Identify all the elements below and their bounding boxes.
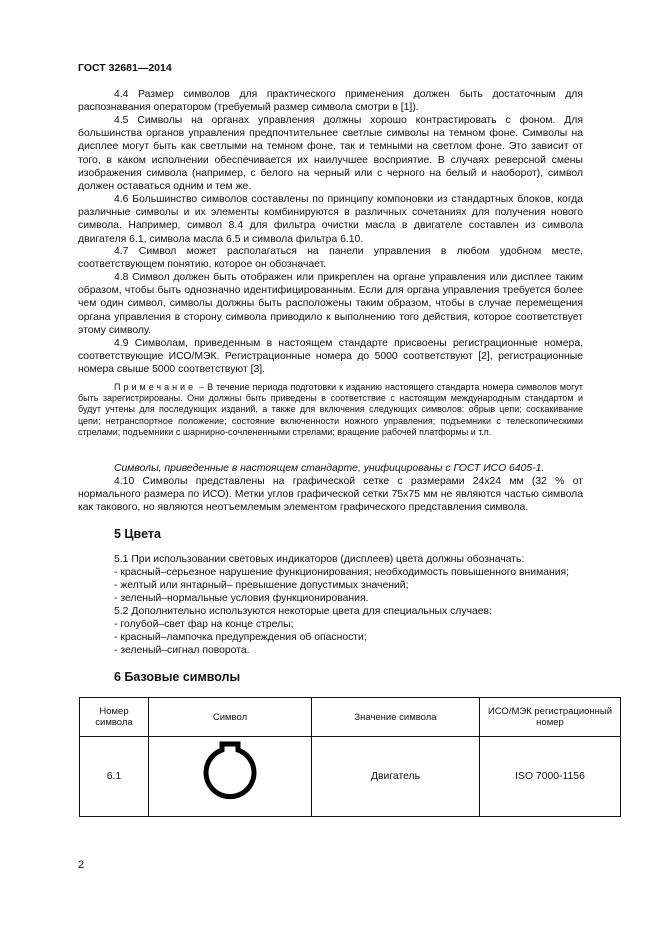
document-header: ГОСТ 32681—2014 [78,62,172,74]
cell-number: 6.1 [80,737,149,817]
cell-symbol [149,737,312,817]
page-number: 2 [78,859,85,871]
color-line: 5.1 При использовании световых индикаторов (дисплеев) цвета должны обозначать: [114,554,525,565]
color-line: - желтый или янтарный– превышение допустимых значений; [114,580,409,591]
color-line: 5.2 Дополнительно используются некоторые цвета для специальных случаев: [114,606,492,617]
header-meaning: Значение символа [312,698,480,737]
table-row [80,737,621,817]
section-5-title: 5 Цвета [114,527,161,541]
paragraph-4-10: 4.10 Символы представлены на графической сетке с размерами 24x24 мм (32 % от нормального размера по ИСО). Метки углов графической сетки 75x75 мм не являются частью символа как такового, но являются неотъемлемым элементом графического представления символа. [78,476,583,514]
engine-icon [180,738,280,812]
paragraph-4-4: 4.4 Размер символов для практического применения должен быть достаточным для распознавания оператором (требуемый размер символа смотри в [1]). [78,89,583,114]
header-symbol: Символ [149,698,312,737]
paragraph-4-8: 4.8 Символ должен быть отображен или прикреплен на органе управления или дисплее таким образом, чтобы быть однозначно идентифицированным. Если для органа управления требуется более чем один символ, символы должны быть расположены таким образом, чтобы в случае перемещения органа управления в сторону символа приводило к выполнению того действия, которое соответствует этому символу. [78,272,583,336]
note-text: – В течение периода подготовки к изданию настоящего стандарта номера символов могут быть зарегистрированы. Они должны быть приведены в соответствие с настоящим международным стандартом и будут учтены для последующих изданий, а также для включения следующих символов: обрыв цепи; соскакивание цепи; нетранспортное положение; состояние включенности ножного управления; подъемники с телескопическими стрелами; подъемники с шарнирно-сочлененными стрелами; вращение рабочей платформы и т.п. [78,382,583,437]
note-label: Примечание [114,382,197,392]
paragraph-4-6: 4.6 Большинство символов составлены по принципу компоновки из стандартных блоков, когда различные символы и их элементы комбинируются в различных сочетаниях для получения нового символа. Например, символ 8.4 для фильтра очистки масла в двигателе составлен из символа двигателя 6.1, символа масла 6.5 и символа фильтра 6.10. [78,194,583,245]
cell-meaning: Двигатель [312,737,480,817]
color-line: - красный–лампочка предупреждения об опасности; [114,632,367,643]
note-paragraph [78,382,583,438]
color-line: - зеленый–нормальные условия функционирования. [114,593,369,604]
header-number: Номер символа [80,698,149,737]
color-line: - голубой–свет фар на конце стрелы; [114,619,294,630]
table-header-row [80,698,621,737]
cell-iso: ISO 7000-1156 [480,737,621,817]
section-6-title: 6 Базовые символы [114,670,241,684]
symbols-table [79,697,621,817]
paragraph-4-9: 4.9 Символам, приведенным в настоящем стандарте присвоены регистрационные номера, соответствующие ИСО/МЭК. Регистрационные номера до 5000 соответствуют [2], регистрационные номера свыше 5000 соответствуют [3]. [78,338,583,376]
unification-note: Символы, приведенные в настоящем стандарте, унифицированы с ГОСТ ИСО 6405-1. [114,463,545,474]
color-line: - красный–серьезное нарушение функционирования; необходимость повышенного внимания; [114,567,570,578]
color-line: - зеленый–сигнал поворота. [114,645,250,656]
paragraph-4-7: 4.7 Символ может располагаться на панели управления в любом удобном месте, соответствующем понятию, которое он обозначает. [78,246,583,271]
header-iso: ИСО/МЭК регистрационный номер [480,698,621,737]
paragraph-4-5: 4.5 Символы на органах управления должны хорошо контрастировать с фоном. Для большинства органов управления предпочтительнее светлые символы на темном фоне. Символы на дисплее могут быть как светлыми на темном фоне, так и темными на светлом фоне. Это зависит от того, в каком исполнении обеспечивается их наилучшее восприятие. В случаях реверсной смены изображения символа (например, с белого на черный или с черного на белый и наоборот), символ должен оставаться одним и тем же. [78,115,583,193]
